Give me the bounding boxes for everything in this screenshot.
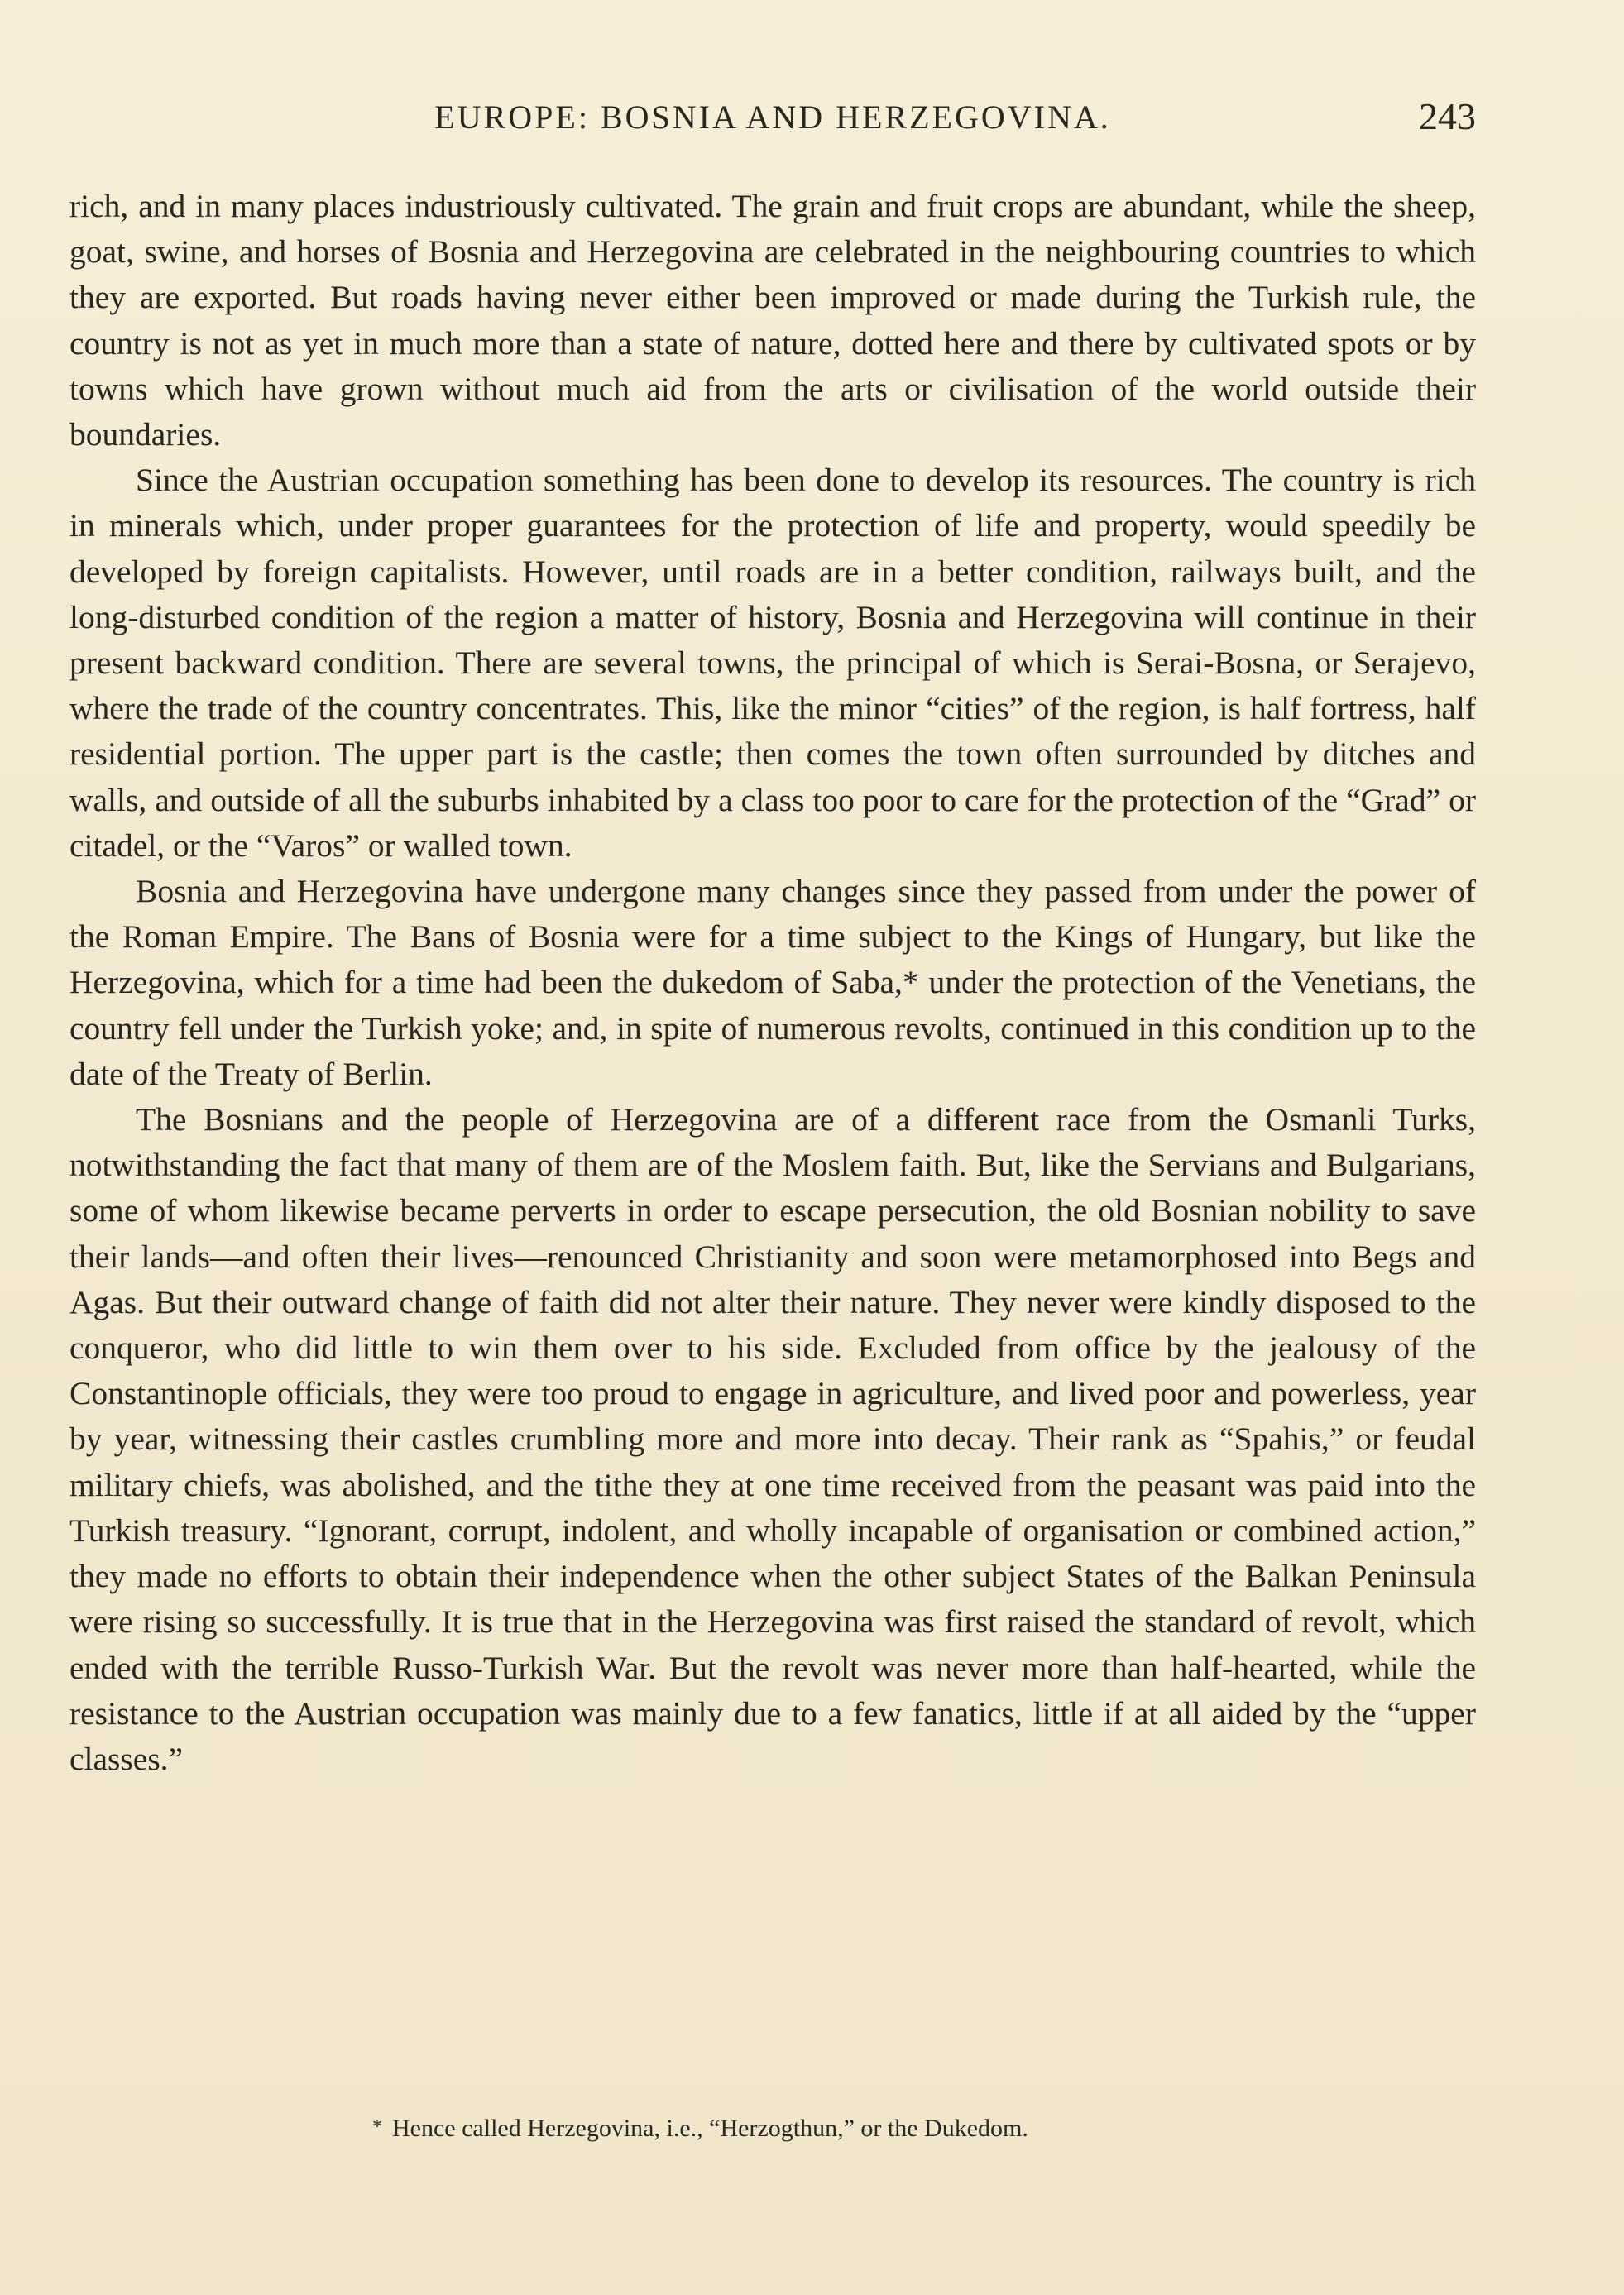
paragraph-1: rich, and in many places industriously cultivated. The grain and fruit crops are abundant, while the sheep, goat, swine, and horses of Bosnia and Herzegovina are celebrated in the neighbouring countries to which they are exported. But roads having never either been improved or made during the Turkish rule, the country is not as yet in much more than a state of nature, dotted here and there by cultivated spots or by towns which have grown without much aid from the arts or civilisation of the world outside their boundaries. [69, 188, 1476, 453]
footnote [372, 2115, 1448, 2143]
paragraph-2: Since the Austrian occupation something has been done to develop its resources. The country is rich in minerals which, under proper guarantees for the protection of life and property, would speedily be developed by foreign capitalists. However, until roads are in a better condition, railways built, and the long-disturbed condition of the region a matter of history, Bosnia and Herzegovina will continue in their present backward condition. There are several towns, the principal of which is Serai-Bosna, or Serajevo, where the trade of the country concentrates. This, like the minor “cities” of the region, is half fortress, half residential portion. The upper part is the castle; then comes the town often surrounded by ditches and walls, and outside of all the suburbs inhabited by a class too poor to care for the protection of the “Grad” or citadel, or the “Varos” or walled town. [69, 462, 1476, 864]
running-head: EUROPE: BOSNIA AND HERZEGOVINA. [434, 98, 1111, 136]
paragraph-3: Bosnia and Herzegovina have undergone many changes since they passed from under the power of the Roman Empire. The Bans of Bosnia were for a time subject to the Kings of Hungary, but like the Herzegovina, which for a time had been the dukedom of Saba,* under the protection of the Venetians, the country fell under the Turkish yoke; and, in spite of numerous revolts, continued in this condition up to the date of the Treaty of Berlin. [69, 873, 1476, 1092]
footnote-text: Hence called Herzegovina, i.e., “Herzogthun,” or the Dukedom. [392, 2115, 1028, 2142]
page-number: 243 [1419, 95, 1476, 137]
body-text [69, 184, 1476, 1782]
page-header [69, 95, 1476, 147]
footnote-mark: * [372, 2116, 382, 2138]
paragraph-4: The Bosnians and the people of Herzegovina are of a different race from the Osmanli Turks, notwithstanding the fact that many of them are of the Moslem faith. But, like the Servians and Bulgarians, some of whom likewise became perverts in order to escape persecution, the old Bosnian nobility to save their lands—and often their lives—renounced Christianity and soon were metamorphosed into Begs and Agas. But their outward change of faith did not alter their nature. They never were kindly disposed to the conqueror, who did little to win them over to his side. Excluded from office by the jealousy of the Constantinople officials, they were too proud to engage in agriculture, and lived poor and powerless, year by year, witnessing their castles crumbling more and more into decay. Their rank as “Spahis,” or feudal military chiefs, was abolished, and the tithe they at one time received from the peasant was paid into the Turkish treasury. “Ignorant, corrupt, indolent, and wholly incapable of organisation or combined action,” they made no efforts to obtain their independence when the other subject States of the Balkan Peninsula were rising so successfully. It is true that in the Herzegovina was first raised the standard of revolt, which ended with the terrible Russo-Turkish War. But the revolt was never more than half-hearted, while the resistance to the Austrian occupation was mainly due to a few fanatics, little if at all aided by the “upper classes.” [69, 1101, 1476, 1777]
